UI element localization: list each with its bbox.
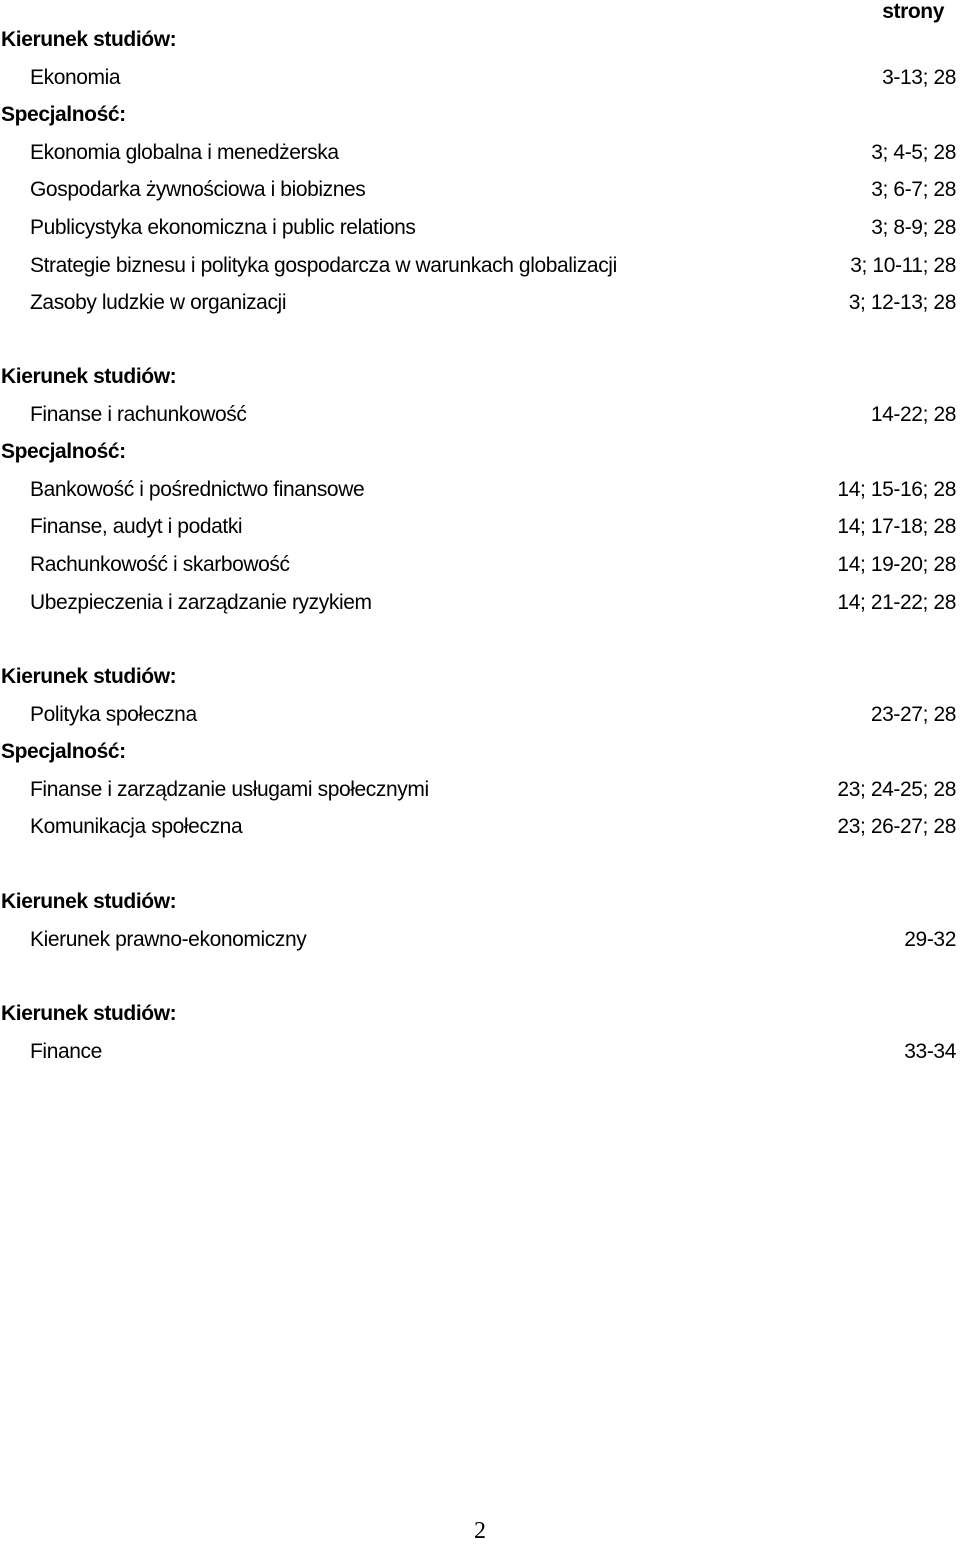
field-heading: Kierunek studiów: [1,365,177,388]
field-heading: Kierunek studiów: [1,890,177,913]
specialty-name: Bankowość i pośrednictwo finansowe [30,477,365,501]
specialty-entry [0,808,960,846]
specialty-entry [0,209,960,247]
field-name: Kierunek prawno-ekonomiczny [30,927,307,951]
specialty-entry [0,584,960,622]
specialty-pages: 3; 8-9; 28 [871,215,956,239]
field-pages: 3-13; 28 [882,65,956,89]
section-ekonomia [0,21,960,322]
specialty-name: Finanse, audyt i podatki [30,515,243,539]
field-entry [0,921,960,959]
specialty-name: Ubezpieczenia i zarządzanie ryzykiem [30,590,372,614]
specialty-pages: 14; 17-18; 28 [837,515,956,539]
specialty-pages: 14; 21-22; 28 [837,590,956,614]
field-pages: 14-22; 28 [870,402,956,426]
specialty-pages: 3; 12-13; 28 [848,291,956,315]
field-heading: Kierunek studiów: [1,1002,177,1025]
field-pages: 23-27; 28 [870,702,956,726]
specialty-name: Ekonomia globalna i menedżerska [30,140,339,164]
specialty-pages: 14; 19-20; 28 [837,552,956,576]
field-name: Finance [30,1039,102,1063]
specialty-pages: 3; 6-7; 28 [871,178,956,202]
page-number: 2 [474,1518,486,1544]
specialty-heading: Specjalność: [1,103,126,127]
section-kierunek-prawno-ekonomiczny [0,883,960,958]
specialty-entry [0,134,960,172]
field-pages: 33-34 [904,1039,956,1063]
field-entry [0,1033,960,1071]
specialty-pages: 3; 10-11; 28 [850,253,956,277]
section-polityka-spoleczna [0,658,960,846]
specialty-entry [0,771,960,809]
specialty-name: Publicystyka ekonomiczna i public relations [30,215,416,239]
field-name: Finanse i rachunkowość [30,402,247,426]
specialty-heading: Specjalność: [1,440,126,464]
specialty-entry [0,546,960,584]
field-pages: 29-32 [904,927,956,951]
pages-column-header: strony [882,0,944,23]
specialty-name: Finanse i zarządzanie usługami społecznymi [30,777,429,801]
field-heading: Kierunek studiów: [1,665,177,688]
specialty-entry [0,247,960,285]
section-finanse-i-rachunkowosc [0,358,960,621]
field-name: Ekonomia [30,65,121,89]
field-heading: Kierunek studiów: [1,28,177,51]
specialty-heading: Specjalność: [1,740,126,764]
field-name: Polityka społeczna [30,702,197,726]
specialty-name: Komunikacja społeczna [30,815,243,839]
field-entry [0,696,960,734]
specialty-name: Strategie biznesu i polityka gospodarcza w warunkach globalizacji [30,253,617,277]
field-entry [0,396,960,434]
field-entry [0,59,960,97]
specialty-name: Zasoby ludzkie w organizacji [30,291,287,315]
specialty-entry [0,171,960,209]
specialty-entry [0,471,960,509]
specialty-pages: 14; 15-16; 28 [837,477,956,501]
specialty-name: Rachunkowość i skarbowość [30,552,290,576]
section-finance [0,995,960,1070]
specialty-name: Gospodarka żywnościowa i biobiznes [30,178,366,202]
specialty-pages: 3; 4-5; 28 [871,140,956,164]
specialty-pages: 23; 26-27; 28 [837,815,956,839]
specialty-entry [0,508,960,546]
specialty-pages: 23; 24-25; 28 [837,777,956,801]
specialty-entry [0,284,960,322]
